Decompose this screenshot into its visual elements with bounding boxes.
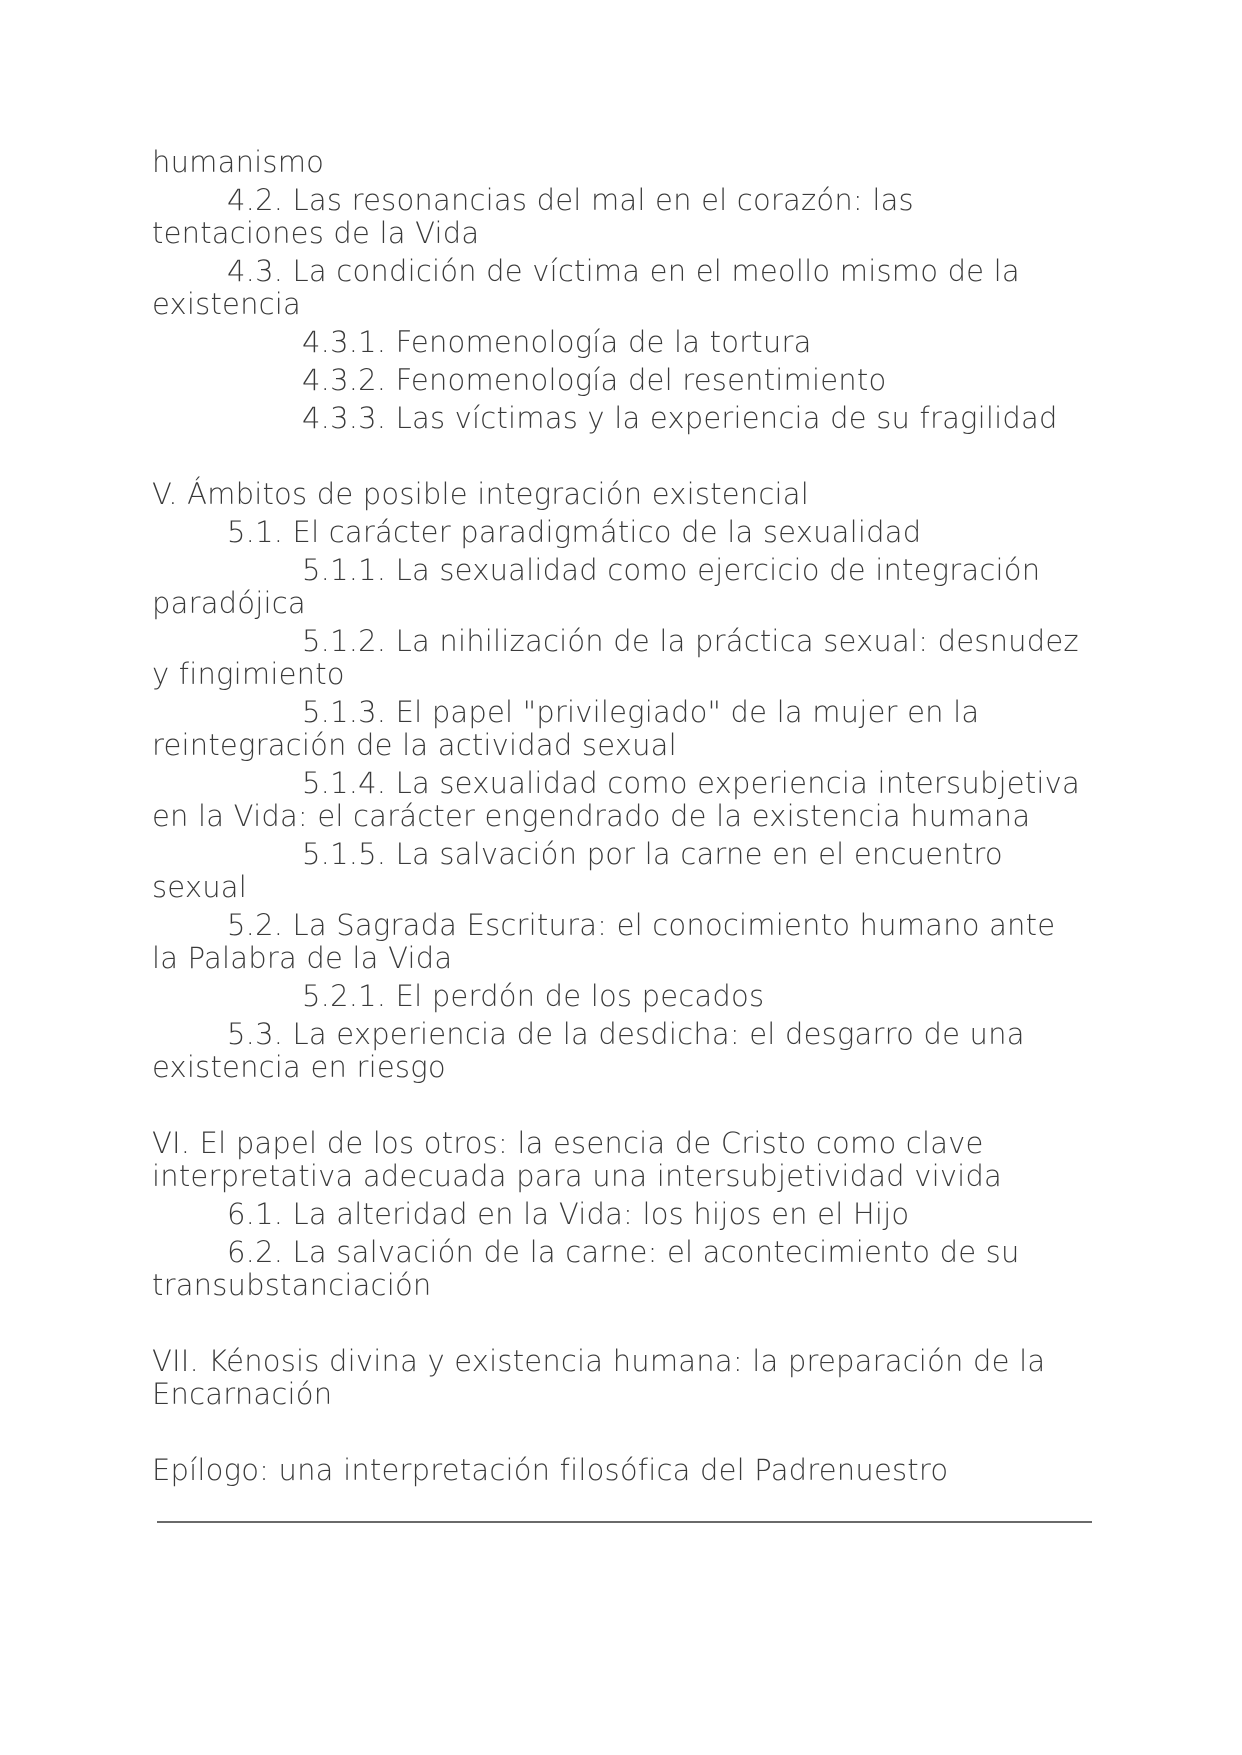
toc-entry-line: 4.3.1. Fenomenología de la tortura [302, 325, 812, 359]
toc-entry-line: sexual [152, 870, 248, 904]
toc-epilogue [152, 1454, 1100, 1487]
toc-entry-line: 5.2.1. El perdón de los pecados [302, 979, 765, 1013]
toc-entry [152, 838, 1100, 904]
toc-entry-line: 5.1.4. La sexualidad como experiencia intersubjetiva [302, 766, 1081, 800]
toc-entry-line: existencia [152, 287, 302, 321]
toc-entry-line: 4.3.3. Las víctimas y la experiencia de su fragilidad [302, 401, 1058, 435]
toc-entry [152, 980, 1100, 1013]
toc-entry-line: 4.2. Las resonancias del mal en el corazón: las [227, 183, 914, 217]
toc-chapter [152, 478, 1100, 511]
toc-entry-line: 5.1. El carácter paradigmático de la sexualidad [227, 515, 922, 549]
toc-entry-line: humanismo [152, 145, 325, 179]
toc-entry [152, 625, 1100, 691]
toc-entry-line: en la Vida: el carácter engendrado de la existencia humana [152, 799, 1031, 833]
toc-chapter [152, 1345, 1100, 1411]
toc-entry [152, 364, 1100, 397]
toc-entry [152, 554, 1100, 620]
toc-entry-line: VII. Kénosis divina y existencia humana: la preparación de la [152, 1344, 1046, 1378]
toc-entry-line: tentaciones de la Vida [152, 216, 480, 250]
toc-entry [152, 909, 1100, 975]
toc-entry-line: 6.2. La salvación de la carne: el acontecimiento de su [227, 1235, 1020, 1269]
toc-chapter [152, 1127, 1100, 1193]
toc-entry-line: interpretativa adecuada para una intersubjetividad vivida [152, 1159, 1003, 1193]
toc-entry [152, 1198, 1100, 1231]
toc-entry-line: 5.1.2. La nihilización de la práctica sexual: desnudez [302, 624, 1079, 658]
section-gap [152, 1307, 1100, 1345]
toc-entry [152, 255, 1100, 321]
toc-entry-line: transubstanciación [152, 1268, 432, 1302]
horizontal-divider [157, 1521, 1092, 1523]
toc-entry-line: Encarnación [152, 1377, 333, 1411]
toc-entry-line: 5.1.5. La salvación por la carne en el encuentro [302, 837, 1003, 871]
toc-entry-line: 4.3.2. Fenomenología del resentimiento [302, 363, 887, 397]
toc-entry [152, 146, 1100, 179]
toc-entry-line: V. Ámbitos de posible integración existencial [152, 477, 810, 511]
section-gap [152, 440, 1100, 478]
toc-entry-line: paradójica [152, 586, 306, 620]
toc-entry [152, 1018, 1100, 1084]
table-of-contents [152, 146, 1100, 1492]
toc-entry-line: la Palabra de la Vida [152, 941, 453, 975]
toc-entry [152, 326, 1100, 359]
toc-entry [152, 696, 1100, 762]
toc-entry-line: Epílogo: una interpretación filosófica del Padrenuestro [152, 1453, 949, 1487]
toc-entry-line: 5.3. La experiencia de la desdicha: el desgarro de una [227, 1017, 1025, 1051]
toc-entry-line: 5.1.1. La sexualidad como ejercicio de integración [302, 553, 1041, 587]
section-gap [152, 1416, 1100, 1454]
toc-entry-line: VI. El papel de los otros: la esencia de Cristo como clave [152, 1126, 984, 1160]
toc-entry-line: 5.2. La Sagrada Escritura: el conocimiento humano ante [227, 908, 1056, 942]
toc-entry-line: existencia en riesgo [152, 1050, 446, 1084]
toc-entry-line: reintegración de la actividad sexual [152, 728, 677, 762]
toc-entry-line: 6.1. La alteridad en la Vida: los hijos en el Hijo [227, 1197, 910, 1231]
toc-entry-line: y fingimiento [152, 657, 345, 691]
toc-entry-line: 4.3. La condición de víctima en el meollo mismo de la [227, 254, 1020, 288]
section-gap [152, 1089, 1100, 1127]
toc-entry-line: 5.1.3. El papel "privilegiado" de la mujer en la [302, 695, 980, 729]
toc-entry [152, 767, 1100, 833]
toc-entry [152, 184, 1100, 250]
toc-entry [152, 1236, 1100, 1302]
toc-entry [152, 516, 1100, 549]
toc-entry [152, 402, 1100, 435]
